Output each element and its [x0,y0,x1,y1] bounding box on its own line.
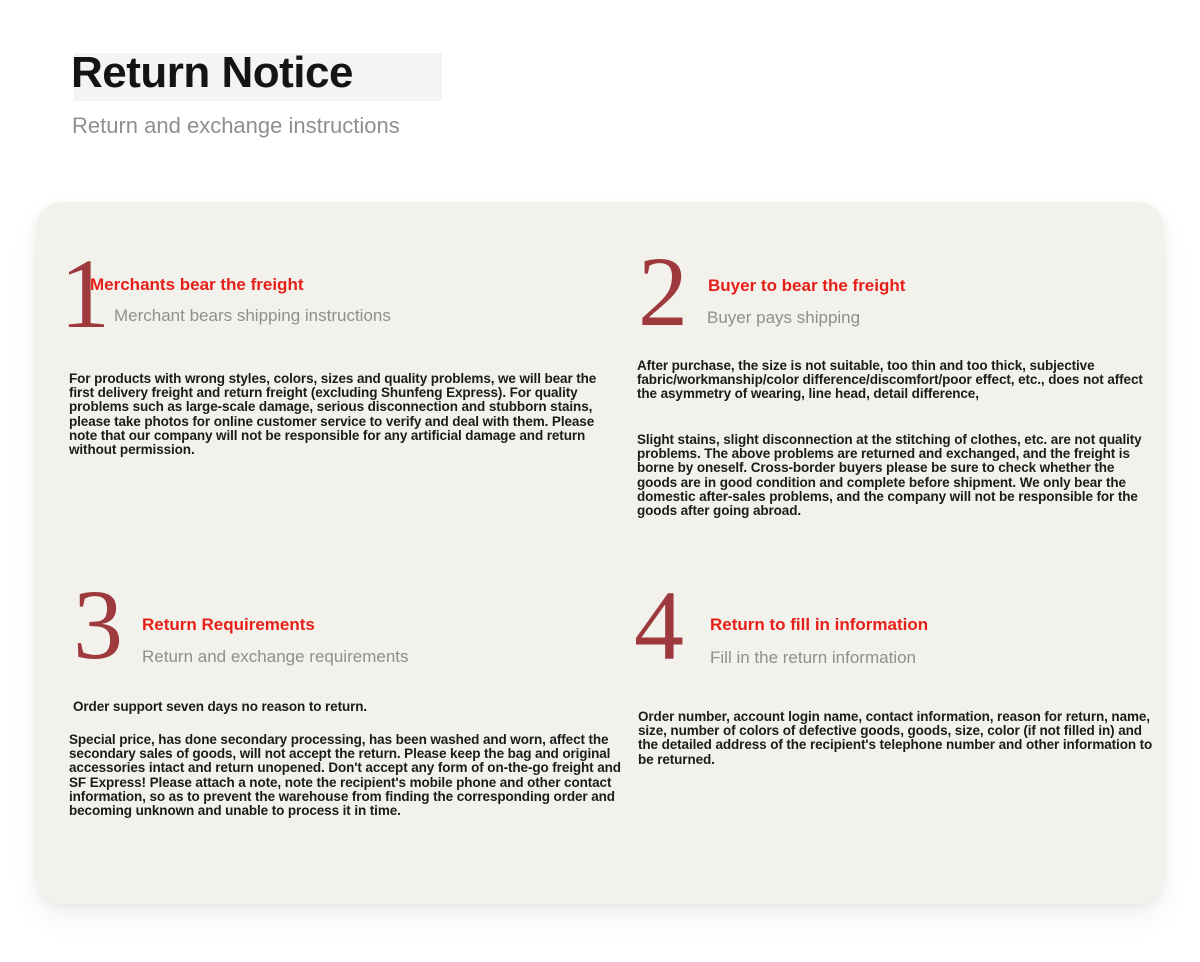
page-subtitle: Return and exchange instructions [72,113,400,138]
section-1-subtitle: Merchant bears shipping instructions [114,306,391,325]
section-3-paragraph-1: Order support seven days no reason to return. [73,699,368,714]
section-2-paragraph-2: Slight stains, slight disconnection at the stitching of clothes, etc. are not quality problems. The above problems are returned and exchanged, and the freight is borne by oneself. Cross-border buyers please be sure to check whether the goods are in good condition and complete before shipment. We only bear the domestic after-sales problems, and the company will not be responsible for the goods after going abroad. [637,432,1142,518]
section-1-title: Merchants bear the freight [90,275,304,294]
section-1-numeral: 1 [60,238,110,349]
section-4-title: Return to fill in information [710,615,929,634]
section-1-paragraph: For products with wrong styles, colors, sizes and quality problems, we will bear the first delivery freight and return freight (excluding Shunfeng Express). For quality problems such as large-scale damage, serious disconnection and stubborn stains, please take photos for online customer service to verify and deal with them. Please note that our company will not be responsible for any artificial damage and return without permission. [69,371,597,457]
section-3-title: Return Requirements [142,615,315,634]
section-4-numeral: 4 [634,570,684,681]
page-title: Return Notice [71,48,353,97]
section-4-subtitle: Fill in the return information [710,648,916,667]
section-4-paragraph: Order number, account login name, contact information, reason for return, name, size, number of colors of defective goods, goods, size, color (if not filled in) and the detailed address of the recipient's telephone number and other information to be returned. [638,709,1153,767]
section-3-paragraph-2: Special price, has done secondary processing, has been washed and worn, affect the secondary sales of goods, will not accept the return. Please keep the bag and original accessories intact and return unopened. Don't accept any form of on-the-go freight and SF Express! Please attach a note, note the recipient's mobile phone and other contact information, so as to prevent the warehouse from finding the corresponding order and becoming unknown and unable to process it in time. [69,732,621,818]
section-2-subtitle: Buyer pays shipping [707,308,861,327]
section-2-paragraph-1: After purchase, the size is not suitable, too thin and too thick, subjective fabric/workmanship/color difference/discomfort/poor effect, etc., does not affect the asymmetry of wearing, line head, detail difference, [637,358,1143,402]
section-3-numeral: 3 [73,569,123,680]
section-2-numeral: 2 [638,236,688,347]
section-3-subtitle: Return and exchange requirements [142,647,409,666]
section-2-title: Buyer to bear the freight [708,276,906,295]
